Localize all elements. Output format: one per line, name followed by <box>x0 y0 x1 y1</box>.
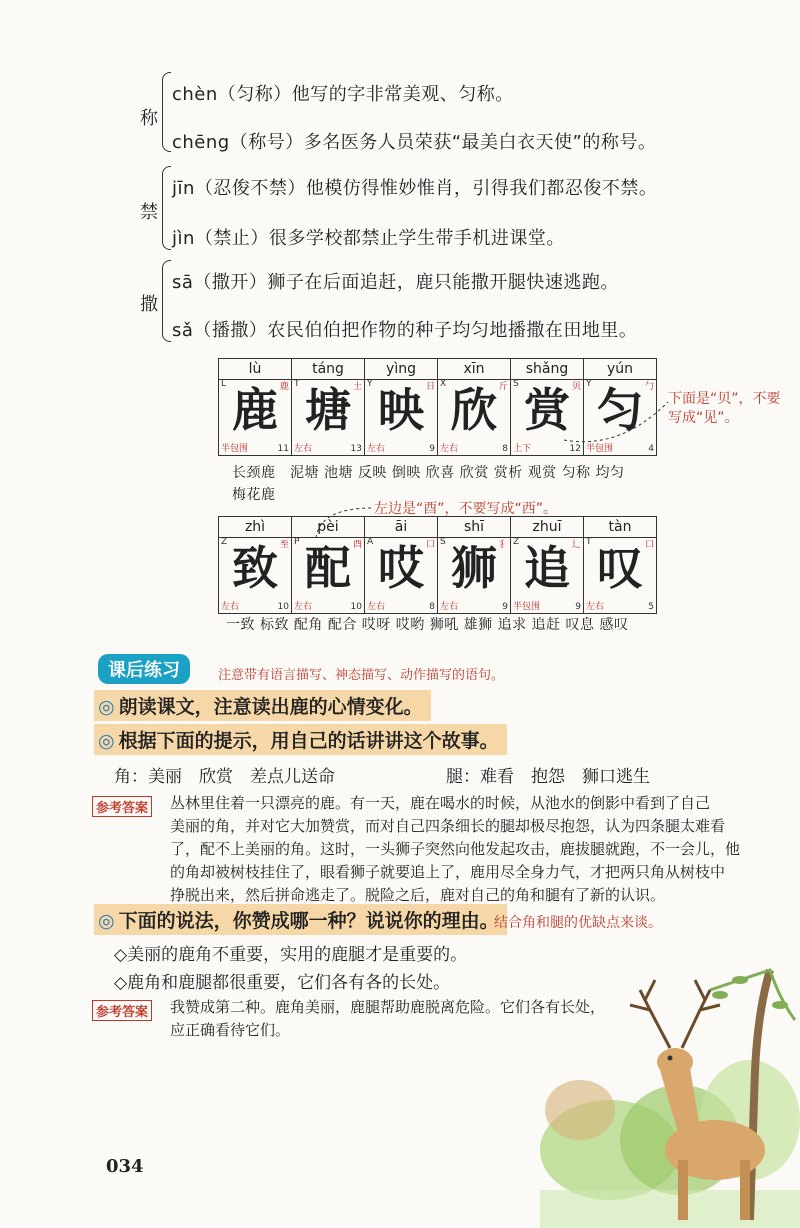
char-cell-tl: Y <box>586 379 592 389</box>
char-cell-pinyin: āi <box>365 516 437 538</box>
char-cell <box>218 358 291 456</box>
char-cell-char: 追 <box>524 541 570 595</box>
hint-horn: 角：美丽 欣赏 差点儿送命 <box>114 767 335 787</box>
exercise-badge: 课后练习 <box>98 654 190 684</box>
option-1: ◇美丽的鹿角不重要，实用的鹿腿才是重要的。 <box>114 945 468 965</box>
char-cell <box>291 358 364 456</box>
task-opinion <box>94 904 507 935</box>
char-cell-tr: 口 <box>425 540 435 550</box>
task-mark: ◎ <box>98 696 115 718</box>
char-cell <box>364 516 437 614</box>
char-cell <box>218 516 291 614</box>
deer-illustration <box>540 950 800 1228</box>
answer-text-1 <box>170 792 740 907</box>
char-cell-bl: 左右 <box>294 444 313 454</box>
char-cell-br: 5 <box>648 602 654 612</box>
char-cell-tl: T <box>294 379 300 389</box>
exercise-note: 注意带有语言描写、神态描写、动作描写的语句。 <box>218 668 505 683</box>
polyphone-char: 称 <box>140 108 158 129</box>
char-cell-tl: X <box>440 379 447 389</box>
char-cell-tl: S <box>440 537 446 547</box>
char-cell-tr: 土 <box>352 382 362 392</box>
char-cell-char: 哎 <box>378 541 424 595</box>
char-cell-tr: 至 <box>279 540 289 550</box>
task-mark: ◎ <box>98 910 115 932</box>
char-cell-bl: 左右 <box>221 602 240 612</box>
char-cell-bl: 左右 <box>586 602 605 612</box>
answer-line: 挣脱出来，然后拼命逃走了。脱险之后，鹿对自己的角和腿有了新的认识。 <box>170 886 666 904</box>
char-cell-br: 9 <box>575 602 581 612</box>
char-cell-pinyin: lù <box>219 358 291 380</box>
char-cell-br: 12 <box>569 444 581 454</box>
char-cell-pinyin: pèi <box>292 516 364 538</box>
char-cell-pinyin: tàn <box>584 516 656 538</box>
char-cell-tr: 斤 <box>498 382 508 392</box>
polyphone-line: chèn（匀称）他写的字非常美观、匀称。 <box>172 84 514 105</box>
polyphone-line: jìn（禁止）很多学校都禁止学生带手机进课堂。 <box>172 228 565 249</box>
polyphone-line: sǎ（播撒）农民伯伯把作物的种子均匀地播撒在田地里。 <box>172 320 638 341</box>
char-cell-bl: 左右 <box>440 602 459 612</box>
char-cell-br: 11 <box>277 444 289 454</box>
answer-label: 参考答案 <box>92 796 152 817</box>
char-cell <box>437 358 510 456</box>
char-cell-pinyin: xīn <box>438 358 510 380</box>
task-hint: 结合角和腿的优缺点来谈。 <box>494 915 662 931</box>
char-cell-tl: Z <box>513 537 520 547</box>
word-list: 一致 标致 配角 配合 哎呀 哎哟 狮吼 雄狮 追求 追赶 叹息 感叹 <box>226 617 629 633</box>
char-cell-bl: 半包围 <box>221 444 249 454</box>
char-cell-char: 赏 <box>524 383 570 437</box>
answer-line: 了，配不上美丽的角。这时，一头狮子突然向他发起攻击，鹿拔腿就跑，不一会儿，他 <box>170 840 741 858</box>
answer-line: 应正确看待它们。 <box>170 1021 291 1039</box>
char-cell-bl: 半包围 <box>586 444 614 454</box>
char-cell-tl: L <box>221 379 227 389</box>
note-arrow <box>560 400 672 448</box>
char-cell-pinyin: zhuī <box>511 516 583 538</box>
char-cell-tl: P <box>294 537 300 547</box>
char-cell-br: 8 <box>429 602 435 612</box>
page-number: 034 <box>106 1156 144 1177</box>
char-cell-bl: 左右 <box>440 444 459 454</box>
char-cell-br: 9 <box>502 602 508 612</box>
brace <box>162 260 171 342</box>
char-cell-tr: 贝 <box>571 382 581 392</box>
char-cell-br: 9 <box>429 444 435 454</box>
char-cell-tl: S <box>513 379 519 389</box>
char-cell <box>364 358 437 456</box>
task-text: 根据下面的提示，用自己的话讲讲这个故事。 <box>118 730 499 752</box>
char-cell <box>510 516 583 614</box>
char-cell-char: 匀 <box>597 383 643 437</box>
writing-note: 左边是“酉”，不要写成“西”。 <box>374 501 558 517</box>
task-retell <box>94 724 507 755</box>
answer-label: 参考答案 <box>92 1000 152 1021</box>
char-cell-tl: A <box>367 537 374 547</box>
task-read <box>94 690 431 721</box>
char-cell-tl: Z <box>221 537 228 547</box>
char-cell-tl: T <box>586 537 592 547</box>
task-text: 朗读课文，注意读出鹿的心情变化。 <box>118 696 423 718</box>
char-cell-tr: 酉 <box>352 540 362 550</box>
hint-leg: 腿：难看 抱怨 狮口逃生 <box>446 767 650 787</box>
char-cell-char: 塘 <box>305 383 351 437</box>
char-cell <box>291 516 364 614</box>
char-cell-tl: Y <box>367 379 373 389</box>
char-cell-char: 狮 <box>451 541 497 595</box>
option-2: ◇鹿角和鹿腿都很重要，它们各有各的长处。 <box>114 973 451 993</box>
char-grid-2 <box>218 516 657 614</box>
char-cell-pinyin: shǎng <box>511 358 583 380</box>
char-cell-bl: 左右 <box>367 602 386 612</box>
answer-line: 的角却被树枝挂住了，眼看狮子就要追上了，鹿用尽全身力气，才把两只角从树枝中 <box>170 863 726 881</box>
char-cell-tr: 辶 <box>571 540 581 550</box>
char-cell-char: 叹 <box>597 541 643 595</box>
polyphone-char: 禁 <box>140 202 158 223</box>
char-cell-bl: 左右 <box>294 602 313 612</box>
char-cell-br: 10 <box>277 602 289 612</box>
char-cell-pinyin: yún <box>584 358 656 380</box>
polyphone-line: jīn（忍俊不禁）他模仿得惟妙惟肖，引得我们都忍俊不禁。 <box>172 178 658 199</box>
char-cell <box>583 516 657 614</box>
polyphone-line: sā（撒开）狮子在后面追赶，鹿只能撒开腿快速逃跑。 <box>172 272 619 293</box>
writing-note: 下面是“贝”，不要写成“见”。 <box>668 391 781 426</box>
char-cell-br: 8 <box>502 444 508 454</box>
char-cell-pinyin: yìng <box>365 358 437 380</box>
polyphone-line: chēng（称号）多名医务人员荣获“最美白衣天使”的称号。 <box>172 132 657 153</box>
char-cell-char: 映 <box>378 383 424 437</box>
char-cell-tr: 口 <box>644 540 654 550</box>
answer-line: 美丽的角，并对它大加赞赏，而对自己四条细长的腿却极尽抱怨，认为四条腿太难看 <box>170 817 726 835</box>
char-cell-char: 致 <box>232 541 278 595</box>
char-cell-tr: 日 <box>425 382 435 392</box>
word-list: 梅花鹿 <box>232 487 276 503</box>
char-cell-br: 10 <box>350 602 362 612</box>
char-cell-br: 13 <box>350 444 362 454</box>
char-cell-pinyin: táng <box>292 358 364 380</box>
char-cell-tr: 犭 <box>498 540 508 550</box>
char-cell-tr: 鹿 <box>279 382 289 392</box>
char-cell-char: 鹿 <box>232 383 278 437</box>
char-cell-br: 4 <box>648 444 654 454</box>
task-text: 下面的说法，你赞成哪一种？说说你的理由。 <box>118 910 499 932</box>
char-cell-pinyin: zhì <box>219 516 291 538</box>
task-mark: ◎ <box>98 730 115 752</box>
answer-line: 我赞成第二种。鹿角美丽，鹿腿帮助鹿脱离危险。它们各有长处， <box>170 998 606 1016</box>
brace <box>162 166 171 250</box>
char-cell <box>437 516 510 614</box>
char-cell-pinyin: shī <box>438 516 510 538</box>
answer-line: 丛林里住着一只漂亮的鹿。有一天，鹿在喝水的时候，从池水的倒影中看到了自己 <box>170 794 711 812</box>
brace <box>162 72 171 152</box>
char-cell-bl: 左右 <box>367 444 386 454</box>
char-cell-bl: 上下 <box>513 444 532 454</box>
char-cell-char: 欣 <box>451 383 497 437</box>
char-cell-tr: 勹 <box>644 382 654 392</box>
char-cell-bl: 半包围 <box>513 602 541 612</box>
word-list: 长颈鹿 泥塘 池塘 反映 倒映 欣喜 欣赏 赏析 观赏 匀称 均匀 <box>232 465 625 481</box>
polyphone-char: 撒 <box>140 294 158 315</box>
char-cell-char: 配 <box>305 541 351 595</box>
